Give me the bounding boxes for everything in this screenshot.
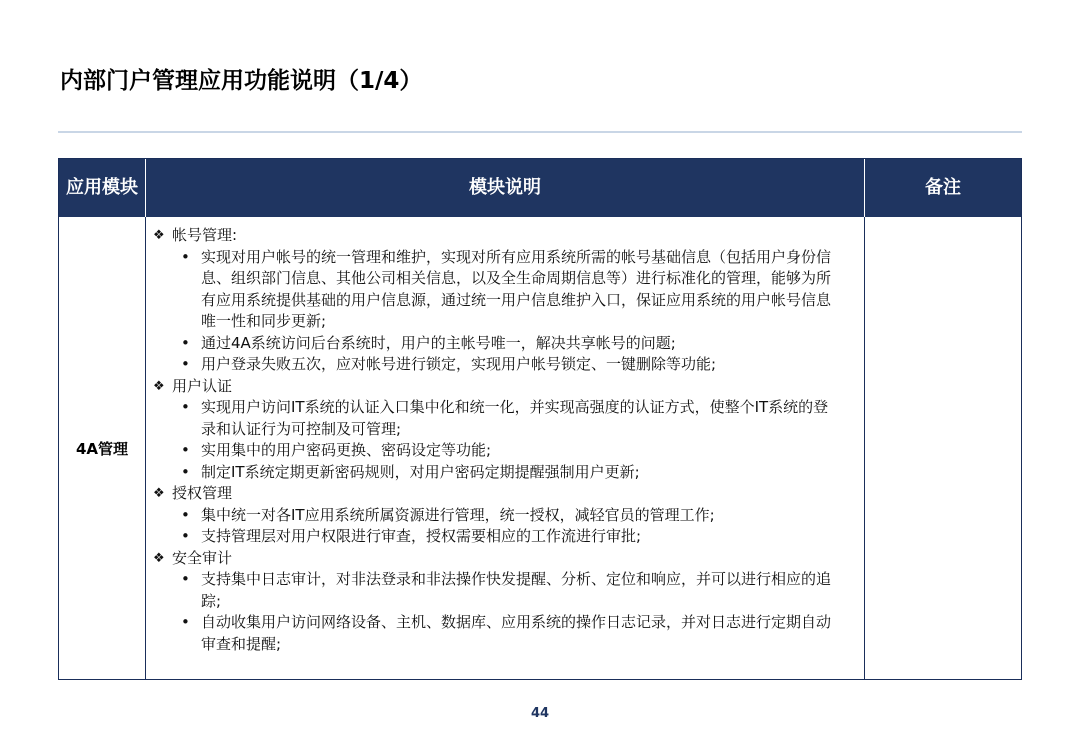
list-item-text: 实现用户访问IT系统的认证入口集中化和统一化，并实现高强度的认证方式，使整个IT系统的登录和认证行为可控制及可管理; xyxy=(201,398,829,438)
list-item xyxy=(153,354,853,376)
module-cell: 4A管理 xyxy=(75,439,129,458)
bullet-dot-icon: • xyxy=(181,355,190,373)
header-divider xyxy=(864,159,865,217)
section-heading xyxy=(153,548,853,570)
section-title: 安全审计 xyxy=(172,548,233,567)
bullet-dot-icon: • xyxy=(181,247,190,266)
header-description: 模块说明 xyxy=(469,177,541,198)
section-title: 用户认证 xyxy=(172,376,233,395)
bullet-dot-icon: • xyxy=(181,441,190,459)
list-item-text: 通过4A系统访问后台系统时，用户的主帐号唯一，解决共享帐号的问题; xyxy=(201,333,676,352)
header-note: 备注 xyxy=(925,177,961,198)
list-item-text: 集中统一对各IT应用系统所属资源进行管理，统一授权，减轻官员的管理工作; xyxy=(201,505,715,524)
diamond-bullet-icon: ❖ xyxy=(153,228,165,243)
bullet-dot-icon: • xyxy=(181,398,190,416)
list-item xyxy=(153,612,853,655)
list-item xyxy=(153,505,853,527)
list-item-text: 制定IT系统定期更新密码规则，对用户密码定期提醒强制用户更新; xyxy=(201,462,640,481)
section-heading xyxy=(153,376,853,398)
section-title: 授权管理 xyxy=(172,484,233,502)
bullet-dot-icon: • xyxy=(181,613,190,631)
note-cell xyxy=(865,217,1021,679)
table-header xyxy=(59,159,1021,217)
page-number: 44 xyxy=(530,706,550,721)
list-item-text: 支持集中日志审计，对非法登录和非法操作快发提醒、分析、定位和响应，并可以进行相应的追踪; xyxy=(201,570,832,610)
list-item xyxy=(153,247,853,333)
column-divider xyxy=(145,217,146,679)
diamond-bullet-icon: ❖ xyxy=(153,486,165,501)
list-item xyxy=(153,397,853,440)
list-item xyxy=(153,333,853,355)
list-item-text: 自动收集用户访问网络设备、主机、数据库、应用系统的操作日志记录，并对日志进行定期自动审查和提醒; xyxy=(201,613,832,653)
list-item-text: 实现对用户帐号的统一管理和维护，实现对所有应用系统所需的帐号基础信息（包括用户身份信息、组织部门信息、其他公司相关信息，以及全生命周期信息等）进行标准化的管理，能够为所有应用系统提供基础的用户信息源，通过统一用户信息维护入口，保证应用系统的用户帐号信息唯一性和同步更新; xyxy=(201,247,832,330)
section-title: 帐号管理: xyxy=(172,226,238,244)
page-title: 内部门户管理应用功能说明（1/4） xyxy=(60,68,423,94)
section-heading xyxy=(153,483,853,505)
list-item-text: 支持管理层对用户权限进行审查，授权需要相应的工作流进行审批; xyxy=(201,527,642,545)
list-item xyxy=(153,440,853,462)
list-item xyxy=(153,526,853,548)
list-item-text: 实用集中的用户密码更换、密码设定等功能; xyxy=(201,441,492,459)
function-table xyxy=(58,158,1022,680)
bullet-dot-icon: • xyxy=(181,333,190,352)
bullet-dot-icon: • xyxy=(181,462,190,481)
bullet-dot-icon: • xyxy=(181,505,190,524)
diamond-bullet-icon: ❖ xyxy=(153,550,165,566)
section-heading xyxy=(153,225,853,247)
bullet-dot-icon: • xyxy=(181,527,190,545)
header-divider xyxy=(145,159,146,217)
title-divider xyxy=(58,131,1022,133)
bullet-dot-icon: • xyxy=(181,570,190,588)
list-item xyxy=(153,462,853,484)
diamond-bullet-icon: ❖ xyxy=(153,378,165,394)
list-item xyxy=(153,569,853,612)
description-cell xyxy=(153,225,853,655)
list-item-text: 用户登录失败五次，应对帐号进行锁定，实现用户帐号锁定、一键删除等功能; xyxy=(201,355,717,373)
header-module: 应用模块 xyxy=(66,177,138,198)
